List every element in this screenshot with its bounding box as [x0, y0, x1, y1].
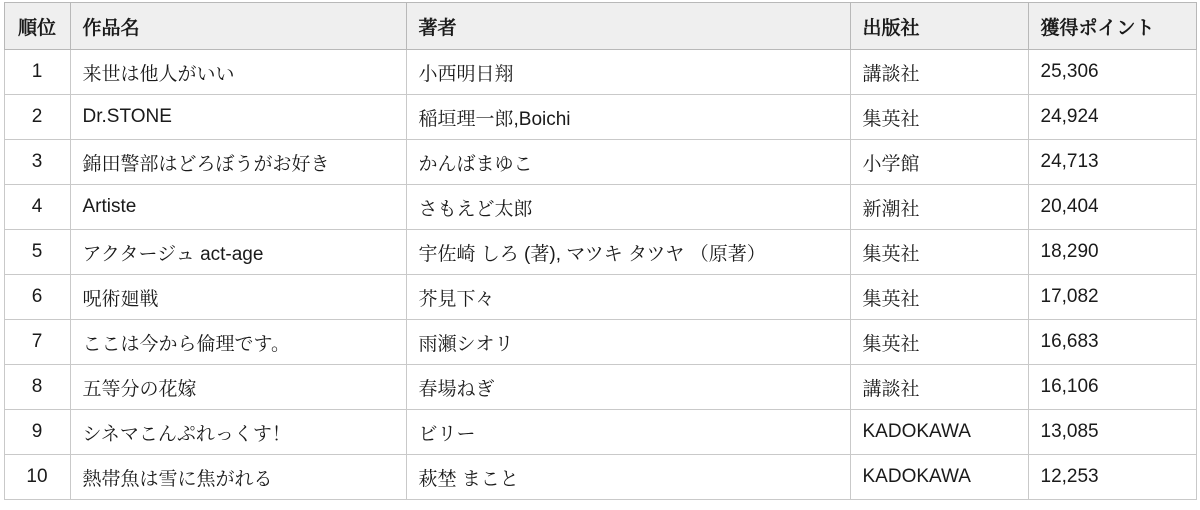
cell-points: 20,404 [1028, 185, 1196, 230]
cell-publisher: 講談社 [850, 50, 1028, 95]
cell-author: かんばまゆこ [406, 140, 850, 185]
cell-rank: 8 [4, 365, 70, 410]
cell-publisher: KADOKAWA [850, 455, 1028, 500]
cell-points: 12,253 [1028, 455, 1196, 500]
cell-title: ここは今から倫理です。 [70, 320, 406, 365]
cell-points: 25,306 [1028, 50, 1196, 95]
cell-points: 16,106 [1028, 365, 1196, 410]
cell-author: ビリー [406, 410, 850, 455]
cell-publisher: 集英社 [850, 275, 1028, 320]
cell-points: 13,085 [1028, 410, 1196, 455]
ranking-table [4, 2, 1197, 500]
cell-title: 熱帯魚は雪に焦がれる [70, 455, 406, 500]
table-row [4, 320, 1196, 365]
cell-publisher: KADOKAWA [850, 410, 1028, 455]
table-header [4, 3, 1196, 50]
table-row [4, 140, 1196, 185]
cell-title: 錦田警部はどろぼうがお好き [70, 140, 406, 185]
cell-title: 五等分の花嫁 [70, 365, 406, 410]
table-row [4, 410, 1196, 455]
cell-publisher: 講談社 [850, 365, 1028, 410]
cell-points: 24,924 [1028, 95, 1196, 140]
cell-author: 小西明日翔 [406, 50, 850, 95]
cell-author: 稲垣理一郎,Boichi [406, 95, 850, 140]
cell-publisher: 集英社 [850, 320, 1028, 365]
column-header-title: 作品名 [70, 3, 406, 50]
cell-title: Artiste [70, 185, 406, 230]
cell-publisher: 集英社 [850, 230, 1028, 275]
cell-rank: 10 [4, 455, 70, 500]
cell-points: 24,713 [1028, 140, 1196, 185]
table-row [4, 230, 1196, 275]
cell-rank: 4 [4, 185, 70, 230]
cell-points: 17,082 [1028, 275, 1196, 320]
cell-rank: 9 [4, 410, 70, 455]
cell-publisher: 新潮社 [850, 185, 1028, 230]
cell-author: 宇佐崎 しろ (著), マツキ タツヤ （原著） [406, 230, 850, 275]
table-row [4, 185, 1196, 230]
cell-title: 呪術廻戦 [70, 275, 406, 320]
cell-rank: 3 [4, 140, 70, 185]
cell-publisher: 小学館 [850, 140, 1028, 185]
column-header-rank: 順位 [4, 3, 70, 50]
cell-rank: 2 [4, 95, 70, 140]
cell-publisher: 集英社 [850, 95, 1028, 140]
table-row [4, 50, 1196, 95]
column-header-author: 著者 [406, 3, 850, 50]
column-header-publisher: 出版社 [850, 3, 1028, 50]
cell-author: 萩埜 まこと [406, 455, 850, 500]
cell-points: 16,683 [1028, 320, 1196, 365]
cell-rank: 6 [4, 275, 70, 320]
table-row [4, 455, 1196, 500]
cell-title: 来世は他人がいい [70, 50, 406, 95]
cell-rank: 1 [4, 50, 70, 95]
cell-rank: 7 [4, 320, 70, 365]
table-row [4, 275, 1196, 320]
cell-author: 春場ねぎ [406, 365, 850, 410]
cell-author: 芥見下々 [406, 275, 850, 320]
table-row [4, 95, 1196, 140]
cell-rank: 5 [4, 230, 70, 275]
table-row [4, 365, 1196, 410]
table-body [4, 50, 1196, 500]
cell-title: Dr.STONE [70, 95, 406, 140]
table-header-row [4, 3, 1196, 50]
cell-title: シネマこんぷれっくす！ [70, 410, 406, 455]
cell-author: さもえど太郎 [406, 185, 850, 230]
cell-title: アクタージュ act-age [70, 230, 406, 275]
cell-points: 18,290 [1028, 230, 1196, 275]
cell-author: 雨瀬シオリ [406, 320, 850, 365]
column-header-points: 獲得ポイント [1028, 3, 1196, 50]
